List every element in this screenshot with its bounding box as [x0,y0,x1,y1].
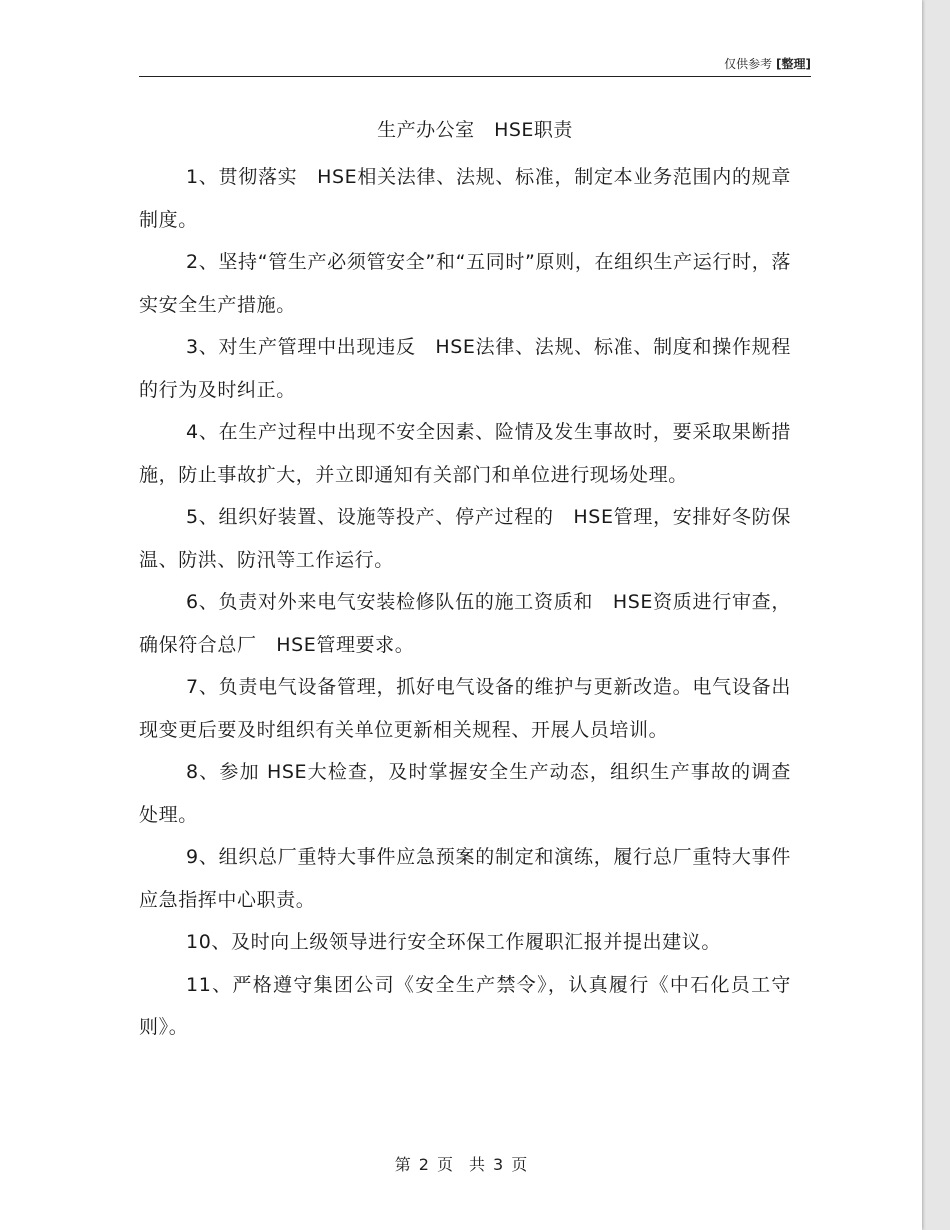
document-body [139,156,791,1049]
paragraph-2: 2、坚持“管生产必须管安全”和“五同时”原则，在组织生产运行时，落实安全生产措施。 [139,251,791,316]
paragraph-11: 11、严格遵守集团公司《安全生产禁令》，认真履行《中石化员工守则》。 [139,973,791,1038]
footer-page-number: 2 [418,1155,429,1174]
footer-total-pages: 3 [493,1155,504,1174]
document-title: 生产办公室 HSE职责 [377,119,573,141]
paragraph-8: 8、参加 HSE大检查，及时掌握安全生产动态，组织生产事故的调查处理。 [139,761,791,826]
paragraph-6: 6、负责对外来电气安装检修队伍的施工资质和 HSE资质进行审查，确保符合总厂 HSE管理要求。 [139,591,791,656]
paragraph-5: 5、组织好装置、设施等投产、停产过程的 HSE管理，安排好冬防保温、防洪、防汛等工作运行。 [139,506,791,571]
footer-prefix: 第 [394,1155,411,1174]
paragraph-3: 3、对生产管理中出现违反 HSE法律、法规、标准、制度和操作规程的行为及时纠正。 [139,336,791,401]
header-tag: [整理] [776,57,811,71]
paragraph-9: 9、组织总厂重特大事件应急预案的制定和演练，履行总厂重特大事件应急指挥中心职责。 [139,846,791,911]
page-footer [0,1155,922,1175]
paragraph-7: 7、负责电气设备管理，抓好电气设备的维护与更新改造。电气设备出现变更后要及时组织有关单位更新相关规程、开展人员培训。 [139,676,791,741]
paragraph-4: 4、在生产过程中出现不安全因素、险情及发生事故时，要采取果断措施，防止事故扩大，并立即通知有关部门和单位进行现场处理。 [139,421,791,486]
footer-middle: 页 共 [436,1155,485,1174]
paragraph-10: 10、及时向上级领导进行安全环保工作履职汇报并提出建议。 [186,931,721,953]
header-note: 仅供参考 [724,57,773,71]
footer-suffix: 页 [511,1155,528,1174]
page-header [139,56,811,77]
paragraph-1: 1、贯彻落实 HSE相关法律、法规、标准，制定本业务范围内的规章制度。 [139,166,791,231]
